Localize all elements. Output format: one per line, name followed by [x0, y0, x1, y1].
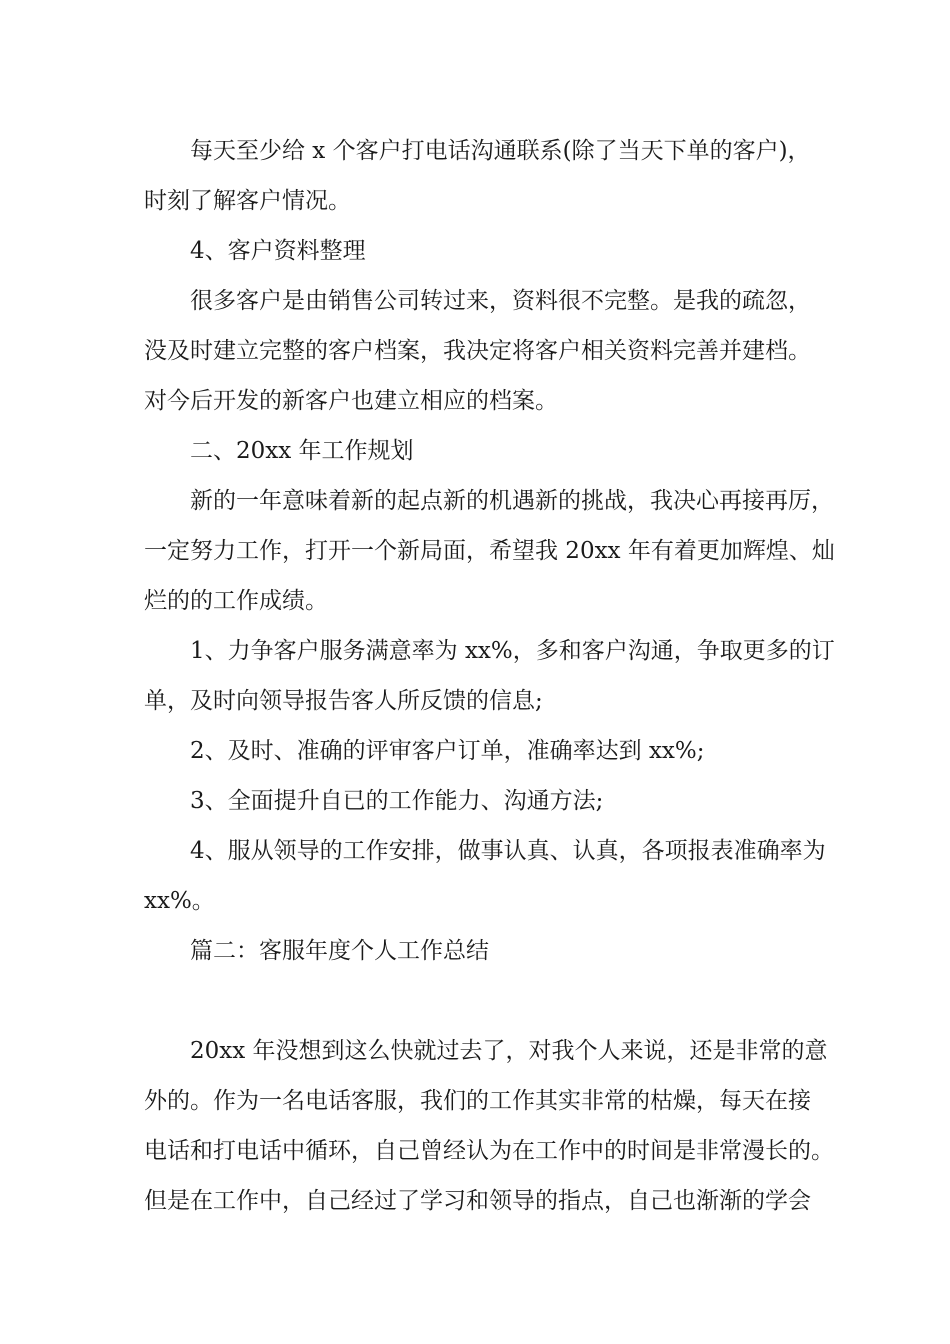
text-line: 烂的的工作成绩。 [144, 588, 328, 614]
list-item: 3、全面提升自已的工作能力、沟通方法; [190, 788, 604, 814]
text-line: 新的一年意味着新的起点新的机遇新的挑战，我决心再接再厉， [190, 488, 834, 514]
text-line: 外的。作为一名电话客服，我们的工作其实非常的枯燥，每天在接 [144, 1088, 811, 1114]
text-line: 时刻了解客户情况。 [144, 188, 351, 214]
text-line: 每天至少给 x 个客户打电话沟通联系(除了当天下单的客户)， [190, 138, 811, 164]
list-item: 4、服从领导的工作安排，做事认真、认真，各项报表准确率为 [190, 838, 826, 864]
section-heading: 二、20xx 年工作规划 [190, 438, 414, 464]
text-line: 20xx 年没想到这么快就过去了，对我个人来说，还是非常的意 [190, 1038, 828, 1064]
text-line: 一定努力工作，打开一个新局面，希望我 20xx 年有着更加辉煌、灿 [144, 538, 835, 564]
text-line: 很多客户是由销售公司转过来，资料很不完整。是我的疏忽， [190, 288, 811, 314]
text-line: xx%。 [144, 888, 215, 914]
text-line: 但是在工作中，自己经过了学习和领导的指点，自己也渐渐的学会 [144, 1188, 811, 1214]
section-heading: 4、客户资料整理 [190, 238, 366, 264]
text-line: 电话和打电话中循环，自己曾经认为在工作中的时间是非常漫长的。 [144, 1138, 834, 1164]
list-item: 1、力争客户服务满意率为 xx%，多和客户沟通，争取更多的订 [190, 638, 835, 664]
text-line: 没及时建立完整的客户档案，我决定将客户相关资料完善并建档。 [144, 338, 811, 364]
text-line: 单，及时向领导报告客人所反馈的信息; [144, 688, 543, 714]
article-title: 篇二：客服年度个人工作总结 [190, 938, 489, 964]
list-item: 2、及时、准确的评审客户订单，准确率达到 xx%; [190, 738, 705, 764]
text-line: 对今后开发的新客户也建立相应的档案。 [144, 388, 558, 414]
